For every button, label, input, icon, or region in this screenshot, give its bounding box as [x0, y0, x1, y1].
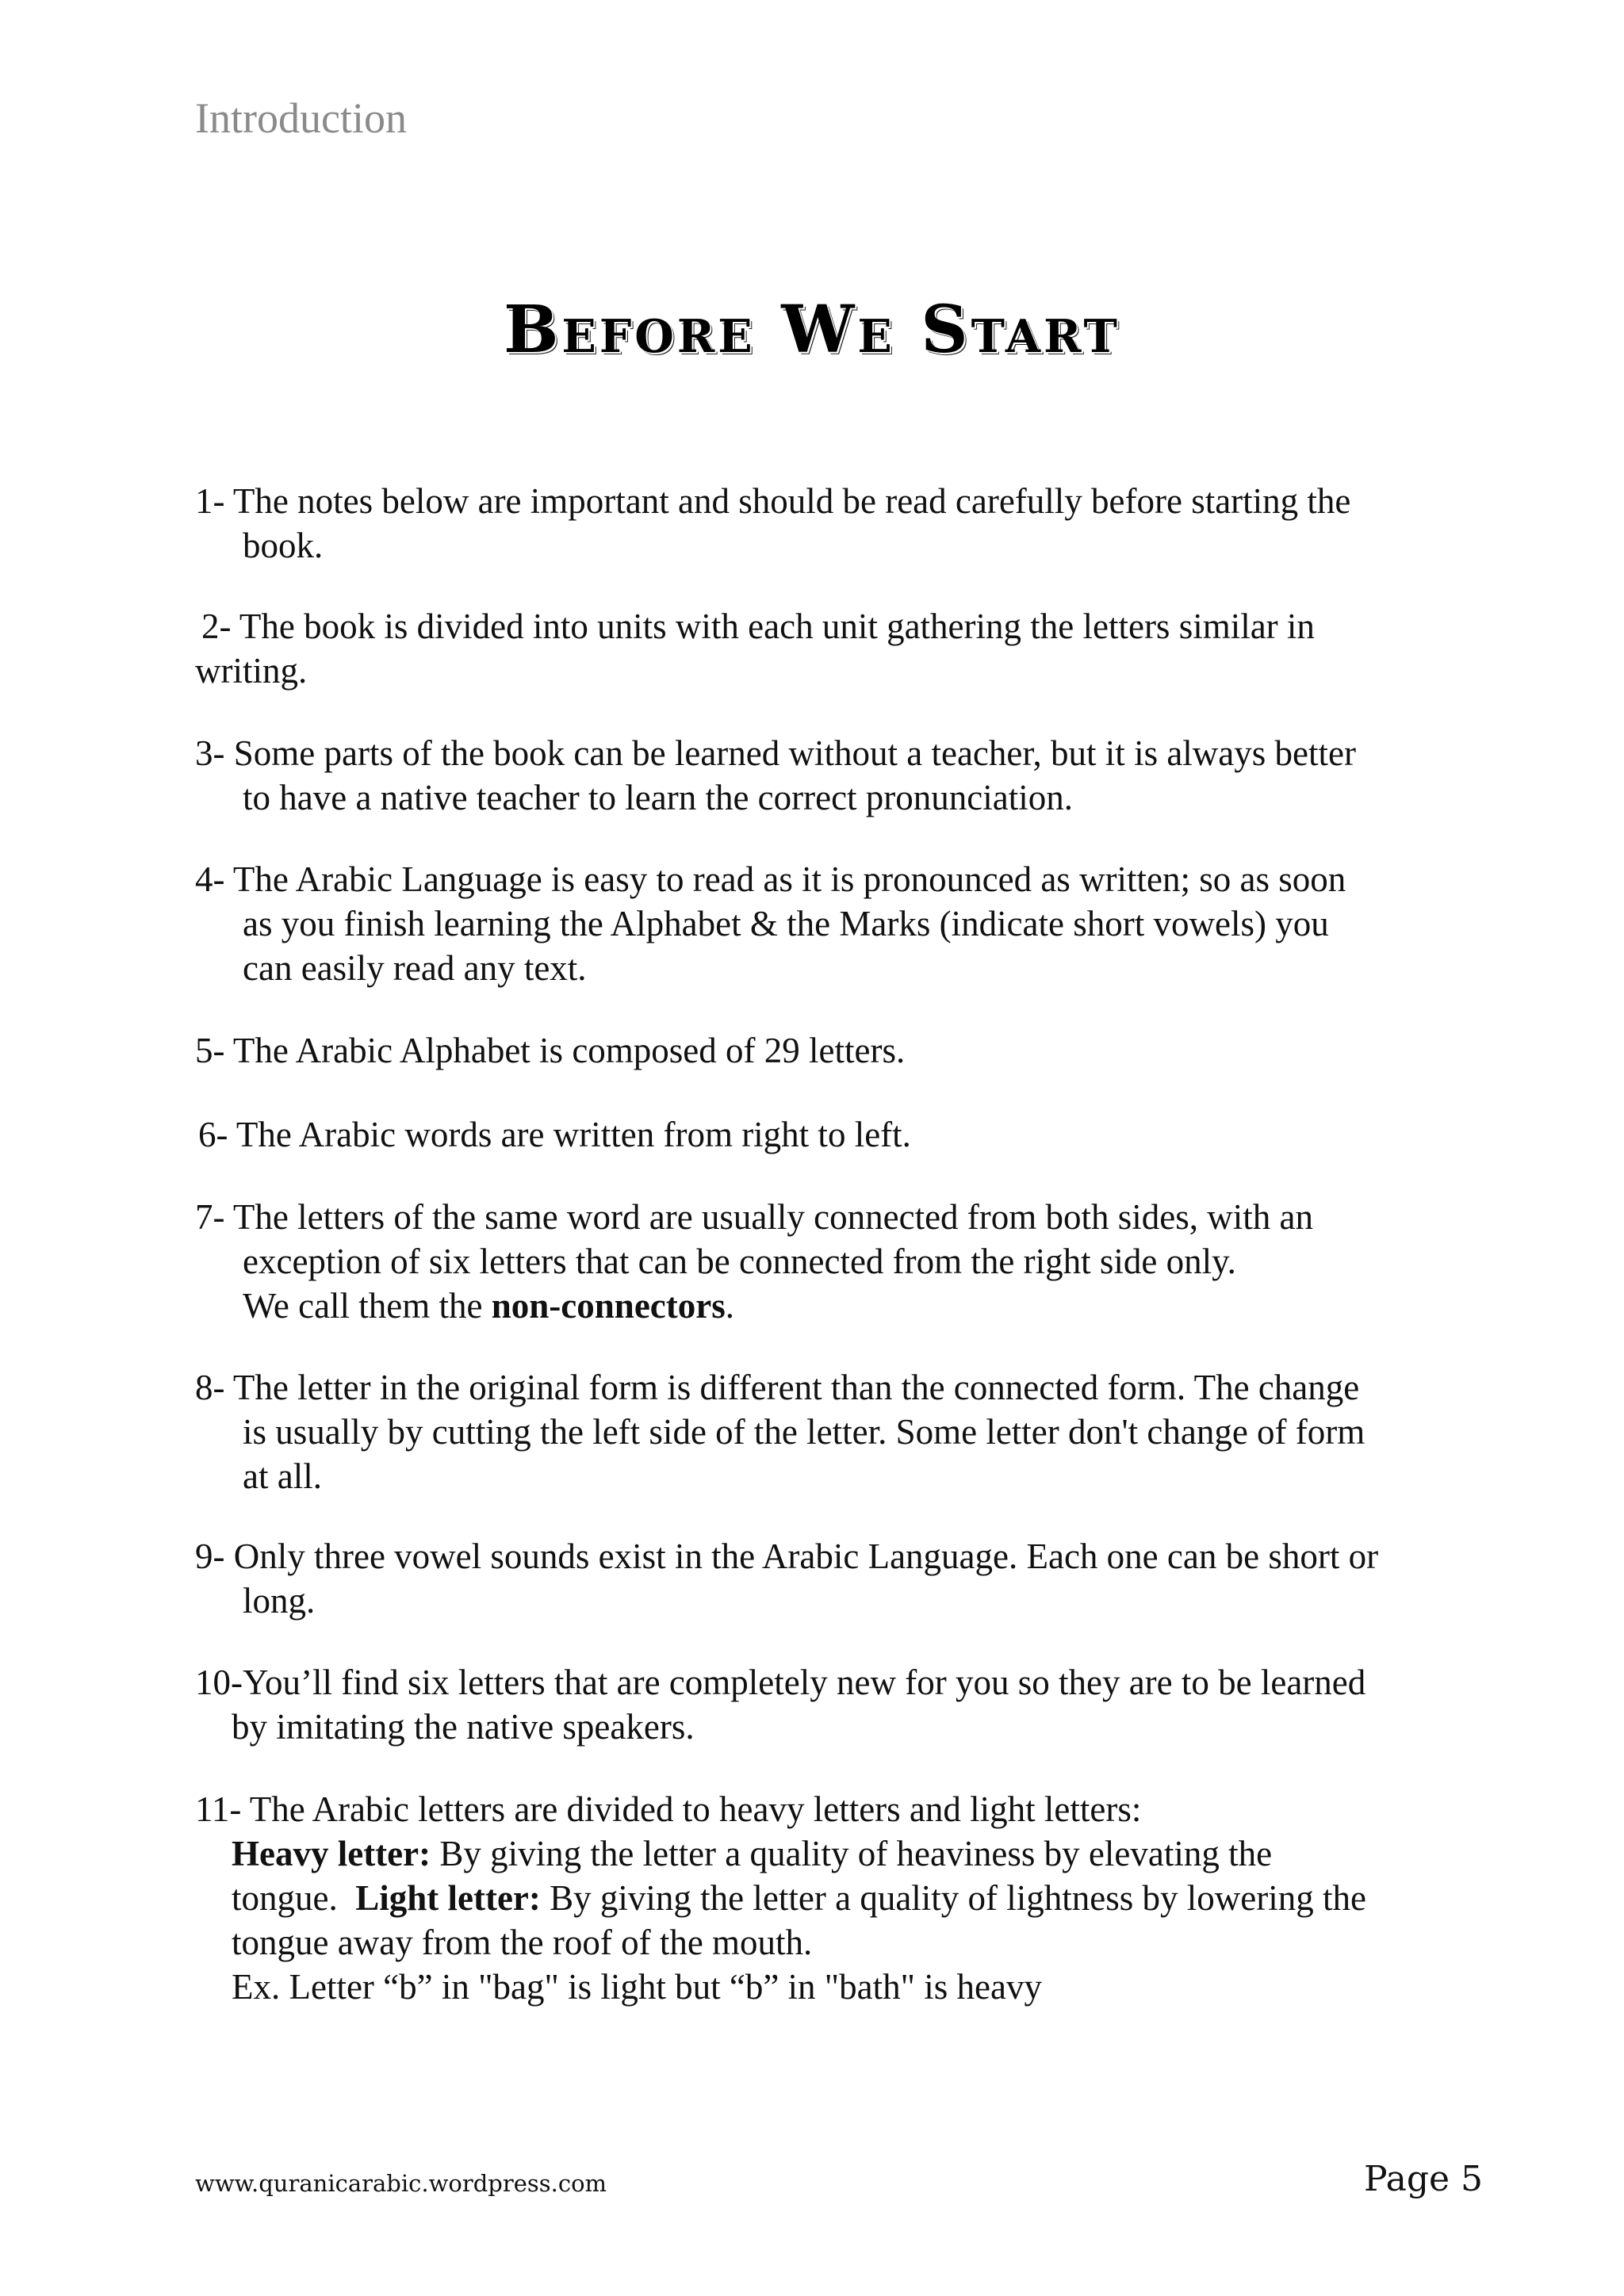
page-number: Page 5 — [1364, 2159, 1484, 2199]
note-line — [195, 1831, 1366, 1876]
note-2 — [195, 604, 1315, 693]
note-line: writing. — [195, 651, 308, 691]
note-10 — [195, 1660, 1365, 1749]
note-line: 10-You’ll find six letters that are completely new for you so they are to be learned — [195, 1663, 1366, 1702]
note-line: at all. — [243, 1456, 322, 1496]
note-7 — [195, 1195, 1313, 1328]
note-line: 5- The Arabic Alphabet is composed of 29 letters. — [195, 1031, 906, 1070]
page-title: Before We Start — [504, 292, 1120, 368]
note-1 — [195, 479, 1350, 568]
note-line: is usually by cutting the left side of the letter. Some letter don't change of form — [243, 1412, 1365, 1452]
note-line: 7- The letters of the same word are usually connected from both sides, with an — [195, 1197, 1314, 1237]
footer-url: www.quranicarabic.wordpress.com — [195, 2170, 607, 2197]
note-text: We call them the — [243, 1286, 492, 1326]
non-connectors-term: non-connectors — [491, 1286, 726, 1326]
note-line: by imitating the native speakers. — [232, 1707, 695, 1747]
light-letter-term: Light letter: — [355, 1878, 541, 1918]
note-line: can easily read any text. — [243, 948, 587, 988]
note-line: 11- The Arabic letters are divided to heavy letters and light letters: — [195, 1789, 1142, 1829]
note-5 — [195, 1028, 905, 1073]
note-text: By giving the letter a quality of heaviness by elevating the — [431, 1834, 1273, 1873]
note-line: to have a native teacher to learn the correct pronunciation. — [243, 778, 1073, 817]
note-line — [195, 1876, 1366, 1920]
note-line: 6- The Arabic words are written from right to left. — [198, 1115, 911, 1154]
note-line: 9- Only three vowel sounds exist in the Arabic Language. Each one can be short or — [195, 1536, 1379, 1576]
heavy-letter-term: Heavy letter: — [232, 1834, 431, 1873]
note-line: long. — [243, 1581, 316, 1621]
note-8 — [195, 1365, 1365, 1498]
note-line: tongue away from the roof of the mouth. — [232, 1923, 813, 1962]
note-line: as you finish learning the Alphabet & the Marks (indicate short vowels) you — [243, 904, 1329, 943]
note-example: Ex. Letter “b” in "bag" is light but “b” in "bath" is heavy — [232, 1967, 1042, 2007]
running-header: Introduction — [195, 94, 407, 142]
note-4 — [195, 857, 1346, 990]
note-line: book. — [243, 526, 324, 565]
note-line: 1- The notes below are important and should be read carefully before starting the — [195, 481, 1351, 521]
note-line — [195, 1284, 1313, 1328]
note-text: By giving the letter a quality of lightness by lowering the — [540, 1878, 1366, 1918]
note-3 — [195, 731, 1356, 820]
note-text: . — [725, 1286, 734, 1326]
note-line: exception of six letters that can be connected from the right side only. — [243, 1242, 1236, 1281]
note-line: 8- The letter in the original form is different than the connected form. The change — [195, 1368, 1360, 1407]
note-line: 2- The book is divided into units with each unit gathering the letters similar in — [201, 607, 1315, 646]
note-line: 3- Some parts of the book can be learned without a teacher, but it is always better — [195, 733, 1356, 773]
note-line: 4- The Arabic Language is easy to read as it is pronounced as written; so as soon — [195, 859, 1346, 899]
note-text: tongue. — [232, 1878, 356, 1918]
note-11 — [195, 1787, 1366, 2009]
note-9 — [195, 1534, 1378, 1623]
note-6 — [195, 1112, 911, 1157]
